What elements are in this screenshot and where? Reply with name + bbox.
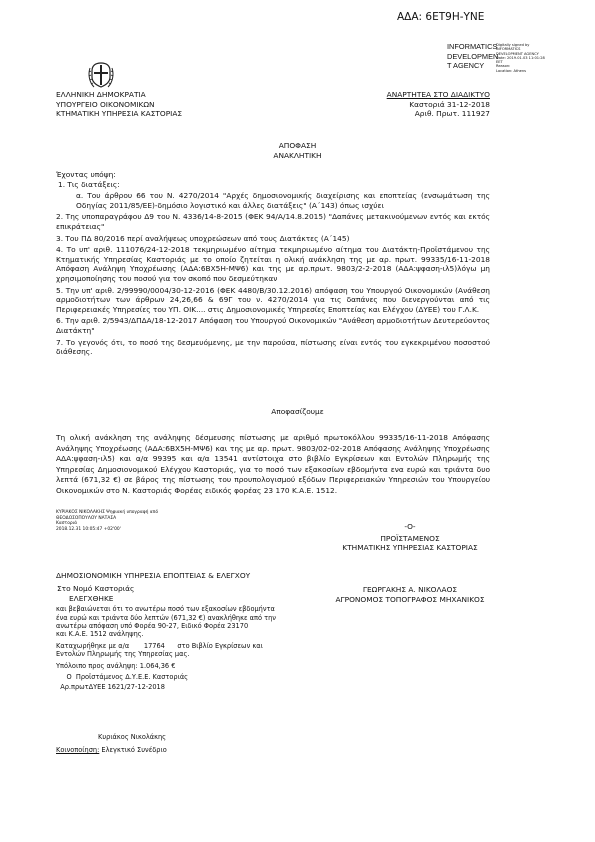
control-line: Υπόλοιπο προς ανάληψη: 1.064,36 € <box>56 661 176 670</box>
item-2: 2. Της υποπαραγράφου Δ9 του Ν. 4336/14-8-2015 (ΦΕΚ 94/Α/14.8.2015) "Δαπάνες μετακινούμενων εντός και εκτός επικράτειας" <box>56 212 490 231</box>
issuer-line: ΚΤΗΜΑΤΙΚΗ ΥΠΗΡΕΣΙΑ ΚΑΣΤΟΡΙΑΣ <box>56 109 183 119</box>
control-heading: ΔΗΜΟΣΙΟΝΟΜΙΚΗ ΥΠΗΡΕΣΙΑ ΕΠΟΠΤΕΙΑΣ & ΕΛΕΓΧΟΥ <box>56 571 251 580</box>
decision-text: Τη ολική ανάκληση της ανάληψης δέσμευσης πίστωσης με αριθμό πρωτοκόλλου 99335/16-11-2018 Απόφασης Ανάληψης Υποχρέωσης (ΑΔΑ:6ΒΧ5Η-ΜΨ6) και της με αρ. πρωτ. 9803/02-02-2018 Απόφασης Ανάληψης Υποχρέωσης ΑΔΑ:ψφαση-ιλ5) και α/α 99395 και α/α 13541 αντίστοιχα στο βιβλίο Εγκρίσεων και Εντολών Πληρωμής της Υπηρεσίας Δημοσιονομικού Ελέγχου Καστοριάς, για το ποσό των εξακοσίων εβδομήντα ενα ευρώ και τριάντα δυο λεπτά (671,32 €) σε βάρος της πίστωσης του προυπολογισμού εξόδων Περιφερειακών Υπηρεσιών του Υπουργείου Οικονομικών στο Ν. Καστοριάς Φορέας ειδικός φορέας 23 170 Κ.Α.Ε. 1512. <box>56 433 490 495</box>
issuer-header <box>56 90 182 119</box>
item-7: 7. Το γεγονός ότι, το ποσό της δεσμευόμενης, με την παρούσα, πίστωσης είναι εντός του εγκεκριμένου ποσοστού διάθεσης. <box>56 337 490 357</box>
decision-heading: Αποφασίζουμε <box>271 407 324 416</box>
control-block <box>56 584 276 692</box>
control-checked: ΕΛΕΓΧΘΗΚΕ <box>69 593 114 603</box>
protocol-number: Αριθ. Πρωτ. 111927 <box>414 109 490 119</box>
coat-of-arms-icon <box>87 60 115 90</box>
signer-block <box>300 522 520 553</box>
issuer-line: ΕΛΛΗΝΙΚΗ ΔΗΜΟΚΡΑΤΙΑ <box>56 90 146 99</box>
issuer-line: ΥΠΟΥΡΓΕΙΟ ΟΙΚΟΝΟΜΙΚΩΝ <box>56 99 155 109</box>
control-line: ένα ευρώ και τριάντα δύο λεπτών (671,32 €) ανακλήθηκε από την <box>56 613 276 622</box>
digital-signature-line: Καστοριά <box>56 521 78 527</box>
title-line: ΑΠΟΦΑΣΗ <box>278 141 317 150</box>
title-line: ΑΝΑΚΛΗΤΙΚΗ <box>273 150 322 160</box>
digital-signature-line: ΘΕΟΔΟΣΟΠΟΥΛΟΥ ΝΑΤΑΣΑ <box>56 515 117 521</box>
carbon-copy-label: Κοινοποίηση: <box>56 746 100 754</box>
digital-signature-line: ΚΥΡΙΑΚΟΣ ΝΙΚΟΛΑΚΗΣ Ψηφιακή υπογραφή από <box>56 510 159 515</box>
item-3: 3. Του ΠΔ 80/2016 περί αναλήψεως υποχρεώσεων από τους Διατάκτες (Α΄145) <box>56 233 350 243</box>
signer-role: ΠΡΟΪΣΤΑΜΕΝΟΣ <box>380 533 440 543</box>
signer-unit: ΚΤΗΜΑΤΙΚΗΣ ΥΠΗΡΕΣΙΑΣ ΚΑΣΤΟΡΙΑΣ <box>342 543 478 553</box>
control-line: και βεβαιώνεται ότι το ανωτέρω ποσό των εξακοσίων εβδομήντα <box>56 605 275 614</box>
signer-name: ΓΕΩΡΓΑΚΗΣ Α. ΝΙΚΟΛΑΟΣ <box>362 585 458 594</box>
signature-detail-line: DEVELOPMENT AGENCY <box>496 51 539 56</box>
agency-name <box>447 42 498 71</box>
control-place: Στο Νομό Καστοριάς <box>57 584 135 593</box>
signature-detail-line: Digitally signed by <box>496 43 530 47</box>
document-date: Καστοριά 31-12-2018 <box>409 99 490 109</box>
digital-signature-line: 2018.12.31 10:05:47 +02'00' <box>56 526 121 532</box>
signer-dash: -Ο- <box>404 522 416 531</box>
agency-name-line: T AGENCY <box>447 61 485 70</box>
signature-detail-line: EET <box>496 60 503 65</box>
carbon-copy-recipient: Ελεγκτικό Συνέδριο <box>99 746 167 754</box>
document-title <box>0 141 595 160</box>
digital-signature <box>56 510 158 532</box>
control-line: Αρ.πρωτΔΥΕΕ 1621/27-12-2018 <box>56 683 165 692</box>
control-line: Καταχωρήθηκε με α/α 17764 στο Βιβλίο Εγκρίσεων και <box>56 641 263 650</box>
signer-title: ΑΓΡΟΝΟΜΟΣ ΤΟΠΟΓΡΑΦΟΣ ΜΗΧΑΝΙΚΟΣ <box>335 594 485 604</box>
item-1: 1. Τις διατάξεις: <box>58 179 120 189</box>
carbon-copy <box>56 746 167 754</box>
control-line: ανωτέρω απόφαση υπό Φορέα 90-27, Ειδικό Φορέα 23170 <box>56 622 249 630</box>
agency-name-line: DEVELOPMEN <box>447 51 499 61</box>
control-line: και Κ.Α.Ε. 1512 ανάληψης. <box>56 630 144 639</box>
publication-notice: ΑΝΑΡΤΗΤΕΑ ΣΤΟ ΔΙΑΔΙΚΤΥΟ <box>386 90 490 99</box>
signer-name-block <box>300 585 520 604</box>
agency-name-line: INFORMATICS <box>447 42 498 51</box>
ada-number: ΑΔΑ: 6ΕΤ9Η-ΥΝΕ <box>397 11 485 23</box>
item-1a: α. Του άρθρου 66 του Ν. 4270/2014 "Αρχές δημοσιονομικής διαχείρισης και εποπτείας (ενσωμάτωση της Οδηγίας 2011/85/ΕΕ)-δημόσιο λογιστικό και άλλες διατάξεις" (Α΄143) όπως ισχύει <box>76 191 490 210</box>
control-line: Ο Προϊστάμενος Δ.Υ.Ε.Ε. Καστοριάς <box>56 673 189 682</box>
item-4: 4. Το υπ' αριθ. 111076/24-12-2018 τεκμηριωμένο αίτημα τεκμηριωμένο αίτημα του Διατάκτη-Προϊστάμενου της Κτηματικής Υπηρεσίας Καστοριάς με το οποίο ζητείται η ολική ανάκληση της με αρ. πρωτ. 99335/16-11-2018 Απόφαση Ανάληψη Υποχρέωσης (ΑΔΑ:6ΒΧ5Η-ΜΨ6) και της με αρ.πρωτ. 9803/2-2-2018 (ΑΔΑ:ψφαση-ιλ5)λόγω μη χρησιμοποίησης του ποσού για τον σκοπό που δεσμεύτηκαν <box>56 245 490 283</box>
publication-header <box>364 90 490 119</box>
signature-details <box>496 43 545 73</box>
considering-label: Έχοντας υπόψη: <box>56 170 116 179</box>
signature-detail-line: Date: 2019.01.03 11:01:28 <box>496 55 545 60</box>
considerations <box>56 170 490 357</box>
signature-detail-line: Reason: <box>496 64 511 69</box>
signature-detail-line: Location: Athens <box>496 68 526 73</box>
signature-detail-line: INFORMATICS <box>496 47 521 52</box>
item-5: 5. Την υπ' αριθ. 2/99990/0004/30-12-2016 (ΦΕΚ 4480/Β/30.12.2016) απόφαση του Υπουργού Οικονομικών (Ανάθεση αρμοδιοτήτων των άρθρων 24,26,66 & 69Γ του ν. 4270/2014 για τις δαπάνες που διενεργούνται από τις Περιφερειακές Υπηρεσίες του ΥΠ. ΟΙΚ.... στις Δημοσιονομικές Υπηρεσίες Εποπτείας και Ελέγχου (ΔΥΕΕ) του Γ.Λ.Κ. <box>56 285 490 314</box>
control-line: Εντολών Πληρωμής της Υπηρεσίας μας. <box>56 650 190 659</box>
item-6: 6. Την αριθ. 2/5943/ΔΠΔΑ/18-12-2017 Απόφαση του Υπουργού Οικονομικών "Ανάθεση αρμοδιοτήτων Δευτερεύοντος Διατάκτη" <box>56 316 490 335</box>
control-signer-name: Κυριάκος Νικολάκης <box>98 733 167 741</box>
